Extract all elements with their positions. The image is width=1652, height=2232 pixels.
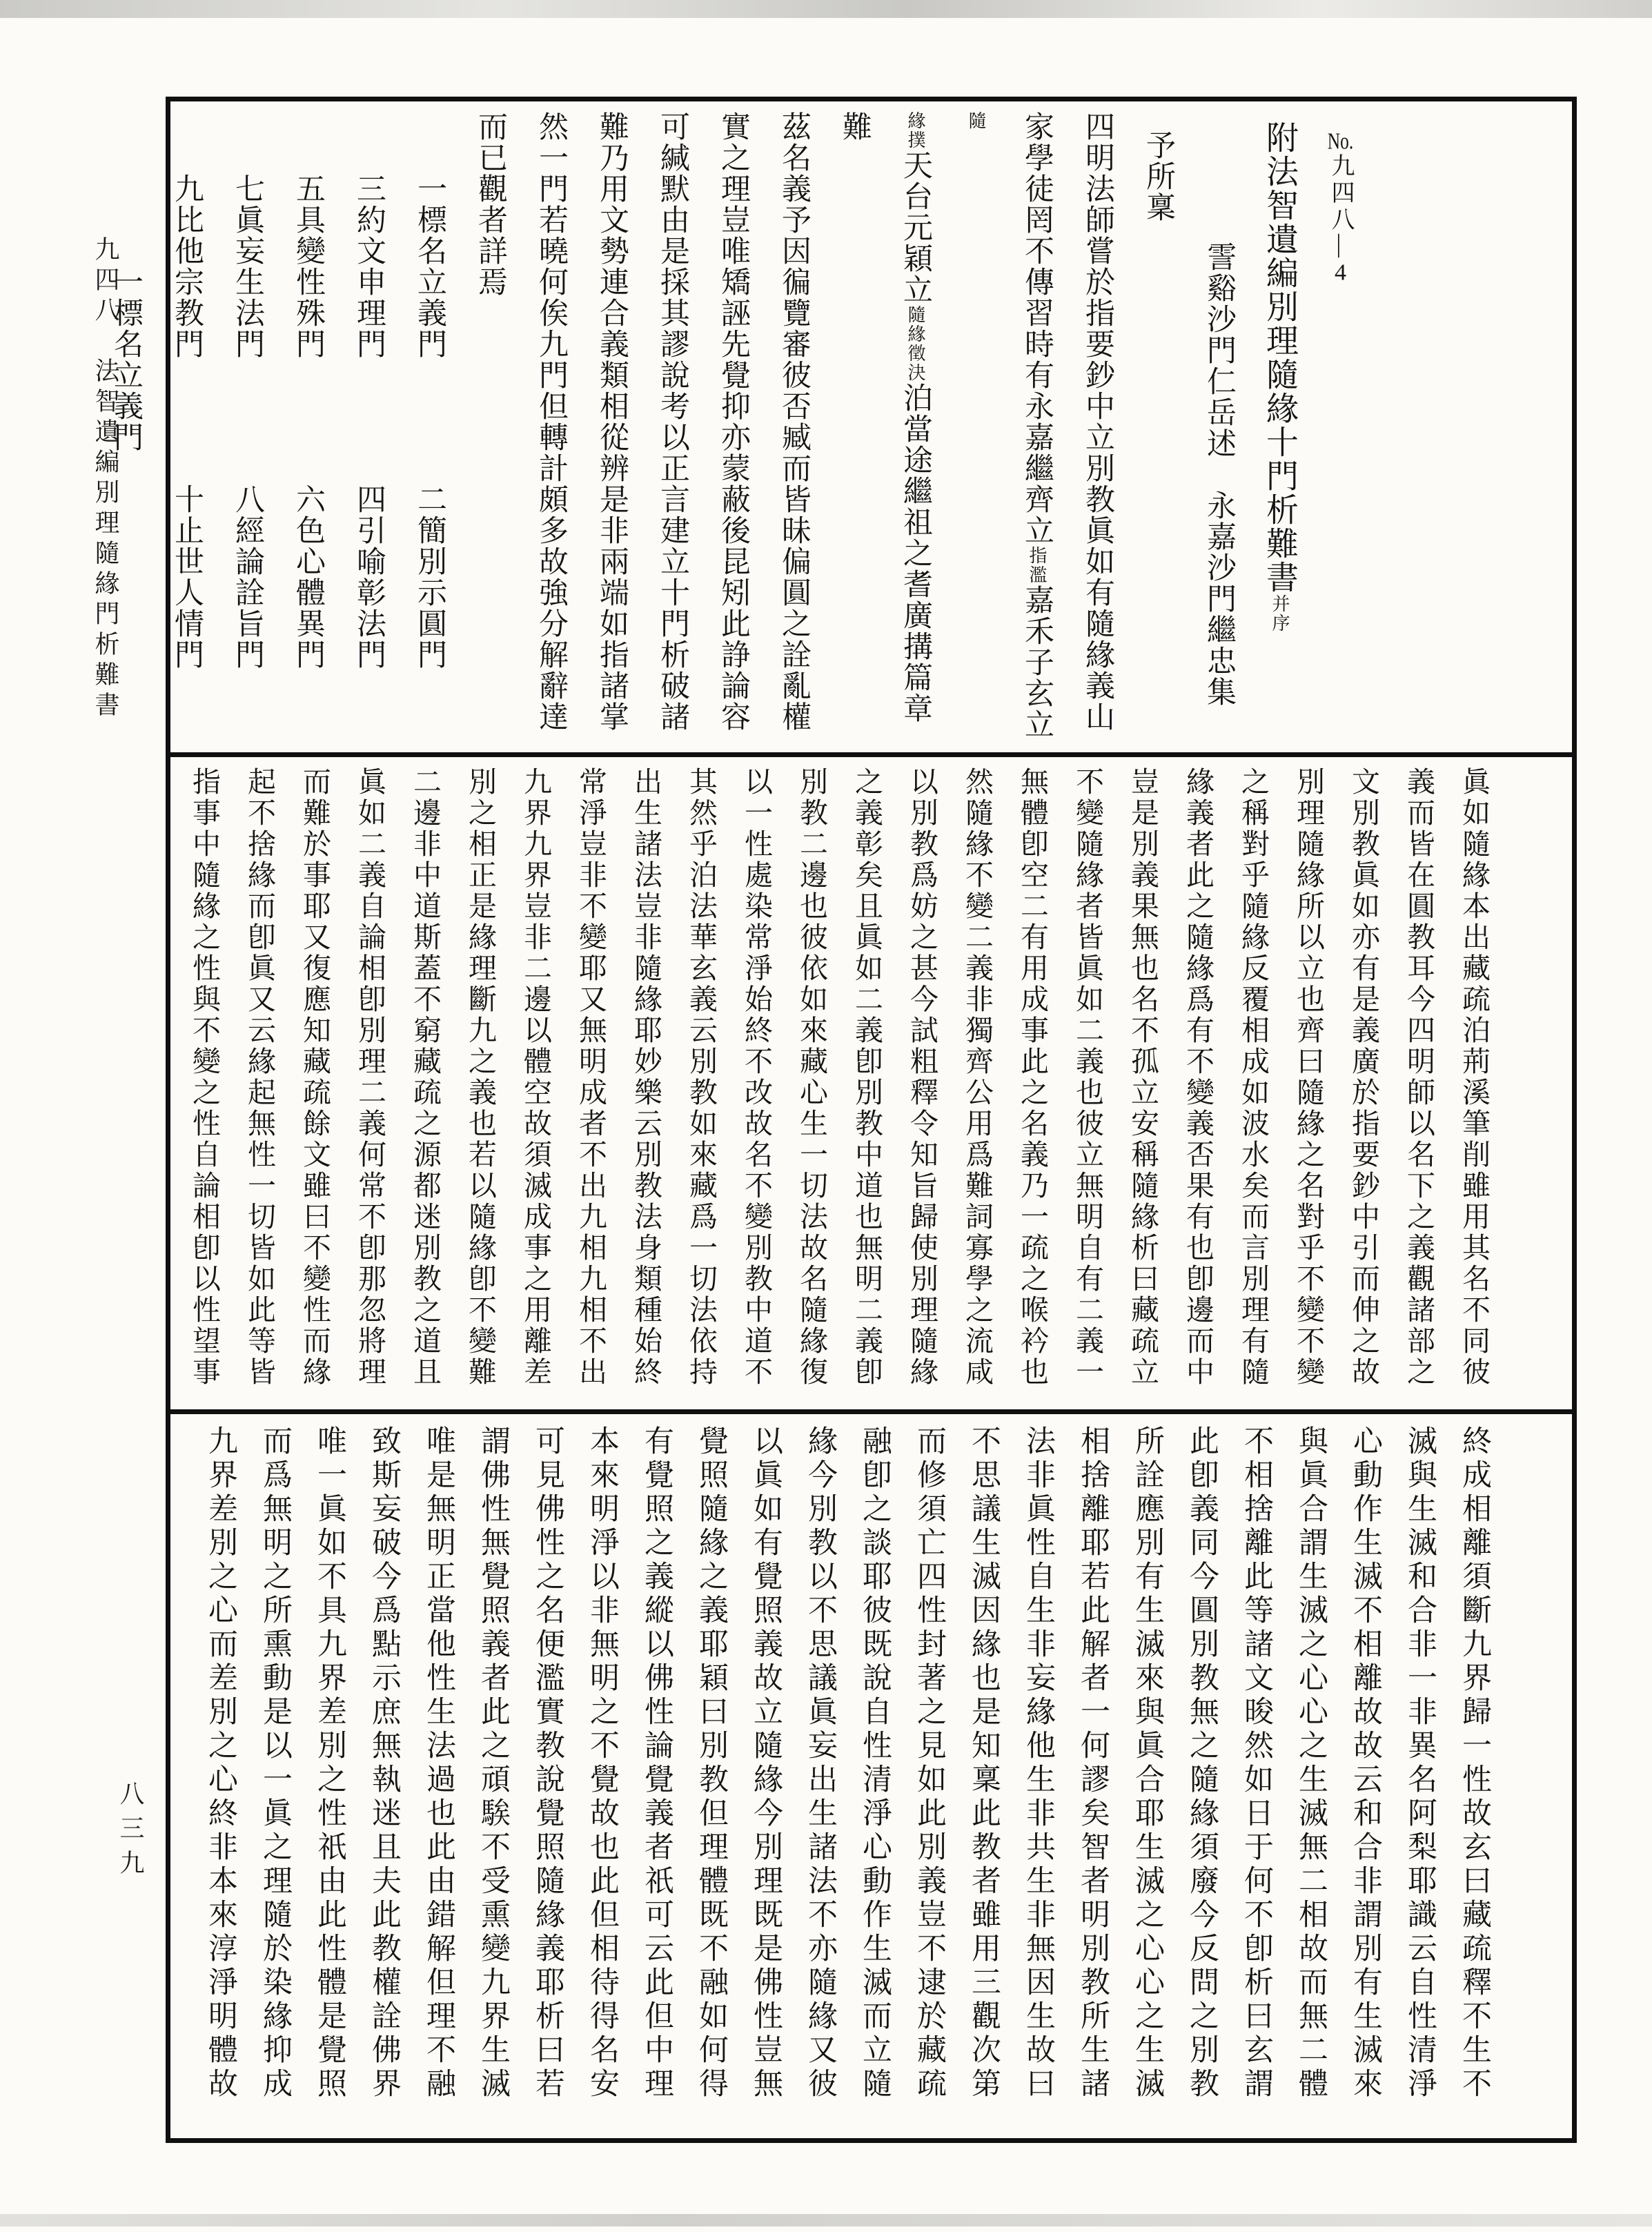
column-text: 出生諸法豈非隨緣耶妙樂云別教法身類種始終 <box>630 767 662 1388</box>
text-column <box>824 111 945 745</box>
text-column <box>95 111 156 901</box>
text-column <box>460 111 520 745</box>
text-column <box>1065 1425 1120 2127</box>
column-text: 可緘默由是採其謬說考以正言建立十門析破諸 <box>656 111 689 732</box>
text-column <box>902 1425 956 2127</box>
text-column <box>1284 1425 1338 2127</box>
text-column <box>894 767 950 1402</box>
text-column <box>453 767 508 1402</box>
column-text: 本來明淨以非無明之不覺故也此但相待得名安 <box>586 1425 618 2102</box>
text-column <box>839 767 894 1402</box>
column-text: 滅與生滅和合非一非異名阿梨耶識云自性清淨 <box>1404 1425 1436 2102</box>
text-column <box>1128 111 1188 764</box>
column-text: 四引喻彰法門 <box>353 484 385 670</box>
column-text: 緣義者此之隨緣爲有不變義否果有也卽邊而中 <box>1182 767 1214 1388</box>
scan-artifact-bottom <box>0 2214 1652 2226</box>
text-column <box>508 767 563 1402</box>
margin-running-title: 九四八 法智遺編別理隨緣門析難書 <box>92 236 119 722</box>
text-column <box>1393 1425 1447 2127</box>
text-column <box>1011 1425 1065 2127</box>
column-text: 無體卽空二有用成事此之名義乃一疏之喉衿也 <box>1016 767 1048 1388</box>
column-text: 以眞如有覺照義故立隨緣今別理既是佛性豈無 <box>749 1425 782 2102</box>
text-column <box>847 1425 902 2127</box>
column-text <box>170 360 203 484</box>
text-column <box>1391 767 1446 1402</box>
column-text: 唯是無明正當他性生法過也此由錯解但理不融 <box>422 1425 455 2102</box>
column-text: 緣今別教以不思議眞妄出生諸法不亦隨緣又彼 <box>804 1425 836 2102</box>
text-column <box>1446 767 1502 1402</box>
text-column <box>702 111 763 745</box>
column-text: 泊當途繼祖之耆廣搆篇章難 <box>838 111 932 724</box>
column-text: 七眞妄生法門 <box>231 173 264 360</box>
text-column <box>466 1425 520 2127</box>
text-column <box>1060 767 1115 1402</box>
text-column <box>1249 111 1310 755</box>
column-text: 二簡別示圓門 <box>413 484 446 670</box>
text-column <box>411 1425 466 2127</box>
text-column <box>763 111 824 745</box>
column-text: — <box>1328 234 1353 261</box>
text-column <box>738 1425 793 2127</box>
page-number: 八三九 <box>117 1781 144 1884</box>
column-text: No. <box>1327 130 1354 153</box>
column-text: 家學徒罔不傳習時有永嘉繼齊立 <box>1021 111 1053 546</box>
column-text: 一標名立義門 <box>413 173 446 360</box>
column-text: 豈是別義果無也名不孤立安稱隨緣析曰藏疏立 <box>1127 767 1159 1388</box>
text-column <box>193 1425 248 2127</box>
column-text <box>353 360 385 484</box>
column-text: 一標名立義門 <box>110 266 142 453</box>
column-text <box>413 360 446 484</box>
text-column <box>684 1425 738 2127</box>
column-text: 4 <box>1335 261 1346 284</box>
column-text: 五具變性殊門 <box>292 173 324 360</box>
text-column <box>1174 1425 1229 2127</box>
column-text: 難乃用文勢連合義類相從辨是非兩端如指諸掌 <box>596 111 628 732</box>
column-text: 三約文申理門 <box>353 173 385 360</box>
text-column <box>729 767 784 1402</box>
column-text: 天台元穎立 <box>899 150 932 305</box>
text-column <box>642 111 702 745</box>
column-text: 義而皆在圓教耳今四明師以名下之義觀諸部之 <box>1403 767 1435 1388</box>
text-column <box>629 1425 684 2127</box>
text-column <box>673 767 729 1402</box>
text-column <box>1005 767 1060 1402</box>
column-text: 唯一眞如不具九界差別之性祇由此性體是覺照 <box>313 1425 346 2102</box>
text-column <box>1170 767 1226 1402</box>
column-text: 不相捨離此等諸文晙然如日于何不卽析曰玄謂 <box>1240 1425 1272 2102</box>
text-column <box>1226 767 1281 1402</box>
text-column <box>1336 767 1391 1402</box>
text-column <box>563 767 618 1402</box>
column-text: 九四八 <box>1328 153 1353 234</box>
column-text: 覺照隨緣之義耶穎曰別教但理體既不融如何得 <box>695 1425 727 2102</box>
band-text-middle <box>170 757 1572 1414</box>
text-column <box>520 111 581 745</box>
column-text: 二邊非中道斯蓋不窮藏疏之源都迷別教之道且 <box>409 767 441 1388</box>
column-text: 八經論詮旨門 <box>231 484 264 670</box>
text-column <box>397 767 453 1402</box>
column-text: 之義彰矣且眞如二義卽別教中道也無明二義卽 <box>851 767 883 1388</box>
text-column <box>575 1425 629 2127</box>
column-text: 四明法師嘗於指要鈔中立別教眞如有隨緣義山 <box>1081 111 1114 732</box>
column-text: 可見佛性之名便濫實教說覺照隨緣義耶析曰若 <box>531 1425 564 2102</box>
column-text: 而難於事耶又復應知藏疏餘文雖曰不變性而緣 <box>299 767 331 1388</box>
column-text: 而已觀者詳焉 <box>474 111 507 297</box>
column-text: 指事中隨緣之性與不變之性自論相卽以性望事 <box>188 767 220 1388</box>
column-text: 以一性處染常淨始終不改故名不變別教中道不 <box>740 767 772 1388</box>
column-text: 謂佛性無覺照義者此之頑騃不受熏變九界生滅 <box>477 1425 509 2102</box>
text-column <box>399 111 460 807</box>
column-text: 文別教眞如亦有是義廣於指要鈔中引而伸之故 <box>1348 767 1379 1388</box>
column-text: 不變隨緣者皆眞如二義也彼立無明自有二義一 <box>1072 767 1103 1388</box>
column-text: 予所稟 <box>1142 130 1174 223</box>
text-column <box>277 111 338 807</box>
column-text: 嘉禾子玄立 <box>1021 585 1053 740</box>
column-text: 常淨豈非不變耶又無明成者不出九相九相不出 <box>575 767 607 1388</box>
column-text <box>1203 459 1235 490</box>
text-column <box>1338 1425 1393 2127</box>
column-text: 心動作生滅不相離故故云和合非謂別有生滅來 <box>1349 1425 1381 2102</box>
text-column <box>1281 767 1336 1402</box>
column-text: 六色心體異門 <box>292 484 324 670</box>
column-text <box>292 360 324 484</box>
column-text: 然一門若曉何俟九門但轉計頗多故強分解辭達 <box>535 111 567 732</box>
column-text: 而爲無明之所熏動是以一眞之理隨於染緣抑成 <box>259 1425 291 2102</box>
column-text: 起不捨緣而卽眞又云緣起無性一切皆如此等皆 <box>244 767 275 1388</box>
column-text: 所詮應別有生滅來與眞合耶生滅之心心之生滅 <box>1131 1425 1163 2102</box>
text-column <box>232 767 287 1402</box>
column-text: 九比他宗教門 <box>170 173 203 360</box>
column-text: 緣撲 <box>905 111 925 150</box>
text-column <box>342 767 397 1402</box>
column-text: 指濫 <box>1027 546 1047 585</box>
text-column <box>248 1425 302 2127</box>
column-text: 別理隨緣所以立也齊曰隨緣之名對乎不變不變 <box>1292 767 1324 1388</box>
column-text: 別之相正是緣理斷九之義也若以隨緣卽不變難 <box>464 767 496 1388</box>
column-text: 眞如隨緣本出藏疏泊荊溪筆削雖用其名不同彼 <box>1458 767 1490 1388</box>
text-column <box>618 767 673 1402</box>
text-column <box>338 111 399 807</box>
column-text: 之稱對乎隨緣反覆相成如波水矣而言別理有隨 <box>1237 767 1269 1388</box>
text-column <box>156 111 217 807</box>
text-column <box>581 111 642 745</box>
text-column <box>217 111 277 807</box>
column-text: 霅谿沙門仁岳述 <box>1203 242 1235 459</box>
column-text: 然隨緣不變二義非獨齊公用爲難詞寡學之流咸 <box>961 767 993 1388</box>
text-column <box>1115 767 1170 1402</box>
text-column <box>520 1425 575 2127</box>
column-text: 并序 <box>1270 594 1290 633</box>
column-text: 與眞合謂生滅之心心之生滅無二相故而無二體 <box>1295 1425 1327 2102</box>
text-column <box>784 767 839 1402</box>
text-column <box>950 767 1005 1402</box>
column-text: 永嘉沙門繼忠集 <box>1203 490 1235 707</box>
column-text <box>231 360 264 484</box>
column-text: 致斯妄破今爲點示庶無執迷且夫此教權詮佛界 <box>368 1425 400 2102</box>
band-title-preface <box>110 101 1572 757</box>
column-text: 九界九界豈非二邊以體空故須滅成事之用離差 <box>520 767 551 1388</box>
column-text: 有覺照之義縱以佛性論覺義者祇可云此但中理 <box>640 1425 673 2102</box>
text-column <box>1120 1425 1174 2127</box>
column-text: 隨緣徵決 <box>905 305 925 382</box>
text-column <box>1067 111 1128 745</box>
scan-artifact-top <box>0 0 1652 18</box>
text-column <box>177 767 232 1402</box>
column-text: 法非眞性自生非妄緣他生非共生非無因生故曰 <box>1022 1425 1054 2102</box>
column-text: 眞如二義自論相卽別理二義何常不卽那忽將理 <box>354 767 386 1388</box>
column-text: 相捨離耶若此解者一何謬矣智者明別教所生諸 <box>1076 1425 1109 2102</box>
column-text: 終成相離須斷九界歸一性故玄曰藏疏釋不生不 <box>1458 1425 1491 2102</box>
band-text-bottom <box>170 1414 1572 2134</box>
text-column <box>945 111 1067 745</box>
text-column <box>793 1425 847 2127</box>
column-text: 九界差別之心而差別之心終非本來淳淨明體故 <box>204 1425 237 2102</box>
text-column <box>287 767 342 1402</box>
text-column <box>302 1425 357 2127</box>
column-text: 而修須亡四性封著之見如此別義豈不逮於藏疏 <box>913 1425 945 2102</box>
text-column <box>1447 1425 1502 2127</box>
column-text: 茲名義予因徧覽審彼否臧而皆昧偏圓之詮亂權 <box>778 111 810 732</box>
column-text: 附法智遺編別理隨緣十門析難書 <box>1261 121 1297 594</box>
column-text: 其然乎泊法華玄義云別教如來藏爲一切法依持 <box>685 767 717 1388</box>
text-column <box>1229 1425 1284 2127</box>
column-text: 隨 <box>966 111 986 130</box>
text-column <box>956 1425 1011 2127</box>
column-text: 十止世人情門 <box>170 484 203 670</box>
column-text: 以別教爲妨之甚今試粗釋令知旨歸使別理隨緣 <box>906 767 938 1388</box>
column-text: 別教二邊也彼依如來藏心生一切法故名隨緣復 <box>796 767 827 1388</box>
text-column <box>357 1425 411 2127</box>
column-text: 融卽之談耶彼既說自性清淨心動作生滅而立隨 <box>858 1425 891 2102</box>
text-column <box>1310 111 1370 764</box>
column-text: 實之理豈唯矯誣先覺抑亦蒙蔽後昆矧此諍論容 <box>717 111 749 732</box>
column-text: 不思議生滅因緣也是知稟此教者雖用三觀次第 <box>967 1425 1000 2102</box>
column-text: 此卽義同今圓別教無之隨緣須廢今反問之別教 <box>1186 1425 1218 2102</box>
